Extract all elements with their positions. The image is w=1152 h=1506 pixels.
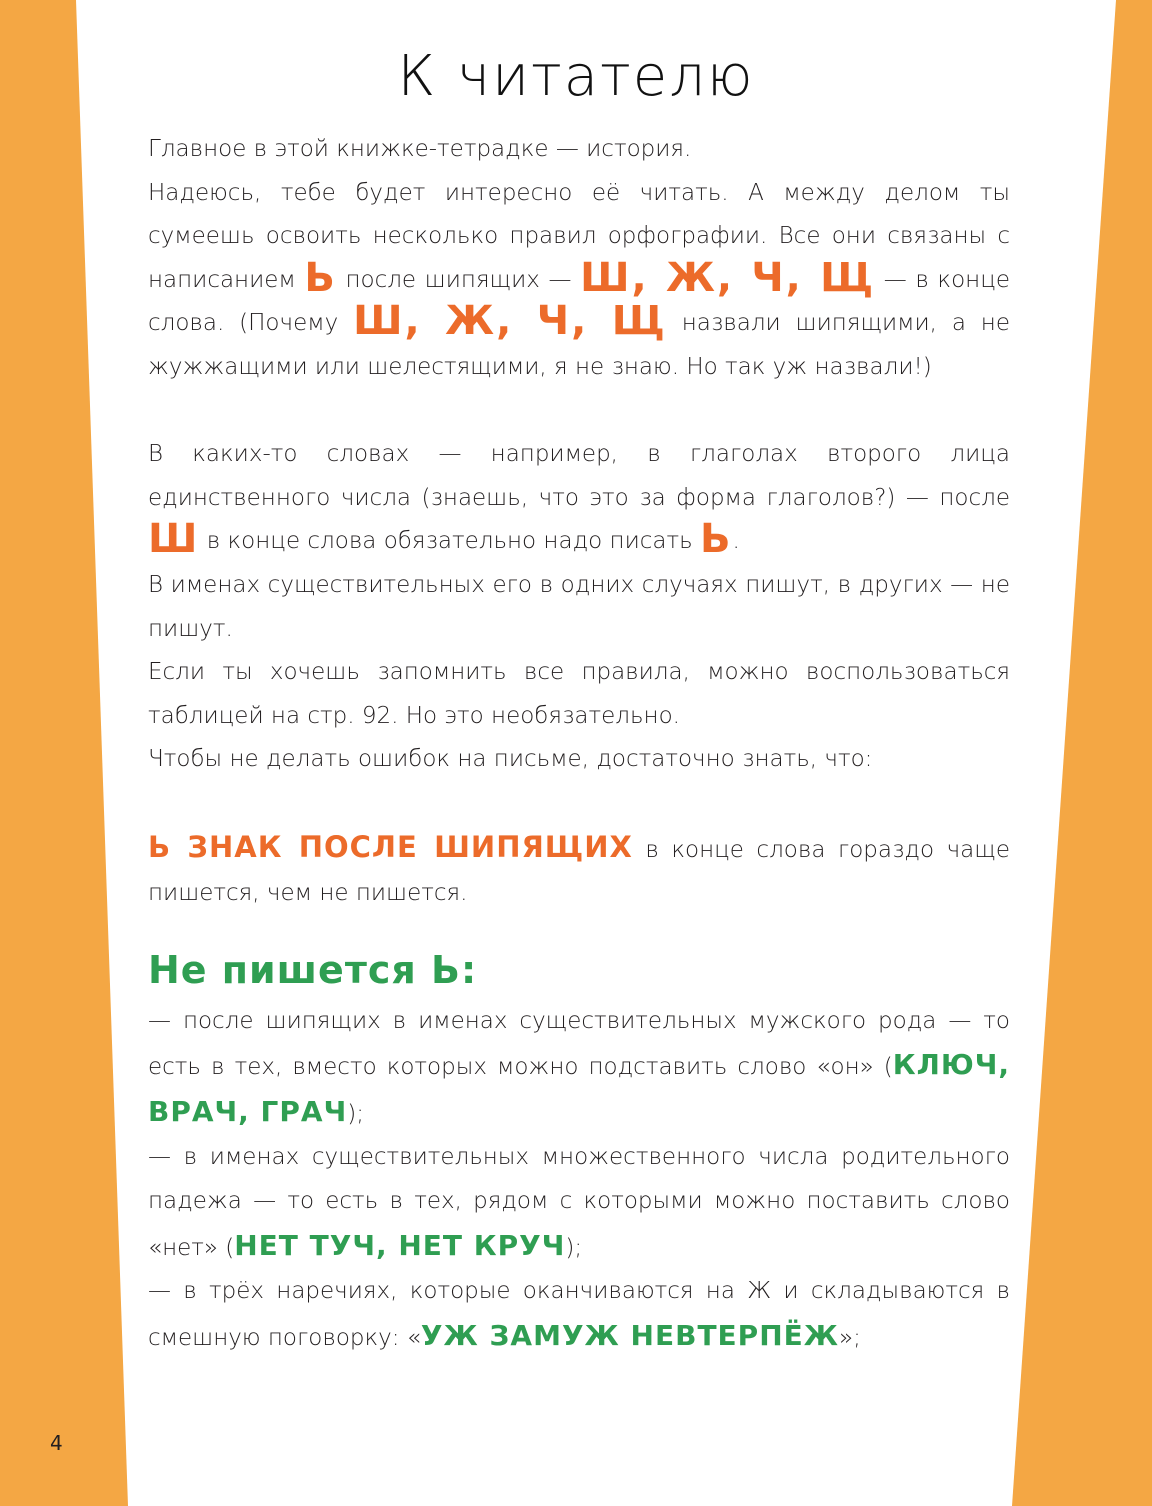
intro-text: после шипящих — — [336, 266, 581, 293]
item-text: — в трёх наречиях, которые оканчиваются на Ж и складываются в смешную поговорку: « — [148, 1278, 1010, 1351]
key-rule-highlight: Ь ЗНАК ПОСЛЕ ШИПЯЩИХ — [148, 829, 633, 864]
rules-text: В каких-то словах — например, в глаголах второго лица единственного числа (знаешь, что это за форма глаголов?) — после — [148, 441, 1010, 511]
example-words: КЛЮЧ, ВРАЧ, ГРАЧ — [148, 1048, 1010, 1128]
intro-text: — в конце слова. (Почему — [148, 266, 1011, 337]
not-written-item-2 — [148, 1136, 1010, 1270]
rules-text: . — [732, 528, 740, 555]
rules-paragraph-3: Если ты хочешь запомнить все правила, можно воспользоваться таблицей на стр. 92. Но это необязательно. — [148, 659, 1010, 729]
hissing-letters-highlight: Ш, Ж, Ч, Щ — [353, 298, 667, 345]
orange-side-band-right — [1012, 0, 1152, 1506]
intro-text: назвали шипящими, а не жужжащими или шелестящими, я не знаю. Но так уж назвали!) — [148, 310, 1010, 380]
not-written-heading: Не пишется Ь: — [148, 947, 478, 992]
key-rule-text: в конце слова гораздо чаще пишется, чем не пишется. — [148, 836, 1010, 907]
not-written-item-3 — [148, 1270, 1010, 1360]
item-text: — после шипящих в именах существительных мужского рода — то есть в тех, вместо которых можно подставить слово «он» ( — [148, 1007, 1010, 1081]
item-text: ); — [347, 1100, 364, 1127]
item-text: »; — [839, 1324, 861, 1351]
hissing-letters-highlight: Ш, Ж, Ч, Щ — [580, 254, 876, 301]
example-words: УЖ ЗАМУЖ НЕВТЕРПЁЖ — [420, 1318, 840, 1352]
intro-paragraph-1 — [148, 128, 1010, 172]
example-words: НЕТ ТУЧ, НЕТ КРУЧ — [234, 1228, 566, 1262]
page-body — [148, 128, 1010, 1360]
not-written-item-1 — [148, 1000, 1010, 1137]
page-number: 4 — [50, 1431, 63, 1455]
rules-text: в конце слова обязательно надо писать — [199, 528, 700, 555]
intro-text: Надеюсь, тебе будет интересно её читать. А между делом ты сумеешь освоить несколько правил орфографии. Все они связаны с написанием — [148, 179, 1010, 293]
key-rule-paragraph — [148, 826, 1010, 916]
page-title: К читателю — [397, 44, 755, 109]
soft-sign-highlight: Ь — [699, 516, 733, 563]
sh-letter-highlight: Ш — [148, 516, 200, 563]
rules-paragraph-1 — [148, 433, 1010, 564]
item-text: — в именах существительных множественного числа родительного падежа — то есть в тех, рядом с которыми можно поставить слово «нет» ( — [148, 1144, 1010, 1261]
intro-text: Главное в этой книжке-тетрадке — история. — [148, 136, 692, 162]
item-text: ); — [565, 1234, 583, 1261]
soft-sign-highlight: Ь — [304, 254, 337, 301]
rules-paragraph-4: Чтобы не делать ошибок на письме, достаточно знать, что: — [148, 746, 873, 773]
intro-paragraph-2 — [148, 172, 1010, 390]
rules-paragraph-2: В именах существительных его в одних случаях пишут, в других — не пишут. — [148, 571, 1010, 642]
orange-side-band-left — [0, 0, 130, 1506]
